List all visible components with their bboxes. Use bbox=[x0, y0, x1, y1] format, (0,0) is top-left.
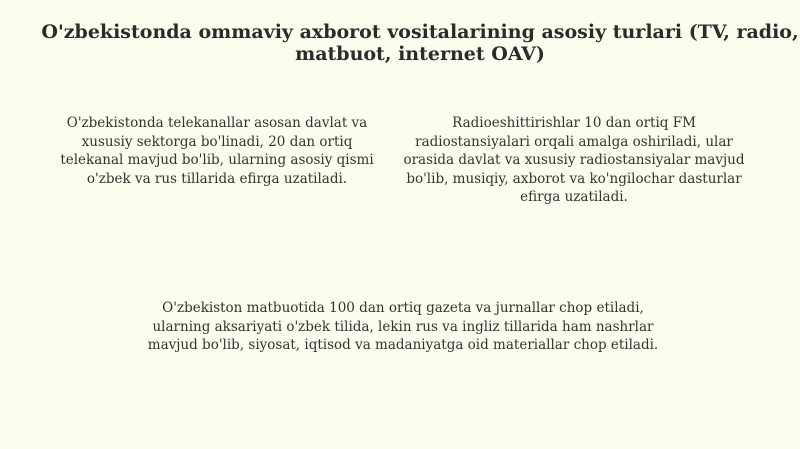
press-paragraph: O'zbekiston matbuotida 100 dan ortiq gazeta va jurnallar chop etiladi, ularning aksariyati o'zbek tilida, lekin rus va ingliz tillarida ham nashrlar mavjud bo'lib, siyosat, iqtisod va madaniyatga oid materiallar chop etiladi. bbox=[147, 300, 659, 353]
radio-paragraph: Radioeshittirishlar 10 dan ortiq FM radiostansiyalari orqali amalga oshiriladi, ular orasida davlat va xususiy radiostansiyalar mavjud bo'lib, musiqiy, axborot va ko'ngilochar dasturlar efirga uzatiladi. bbox=[403, 115, 745, 205]
slide-title: O'zbekistonda ommaviy axborot vositalarining asosiy turlari (TV, radio, matbuot, internet OAV) bbox=[41, 21, 799, 65]
tv-paragraph: O'zbekistonda telekanallar asosan davlat va xususiy sektorga bo'linadi, 20 dan ortiq telekanal mavjud bo'lib, ularning asosiy qismi o'zbek va rus tillarida efirga uzatiladi. bbox=[60, 115, 374, 187]
